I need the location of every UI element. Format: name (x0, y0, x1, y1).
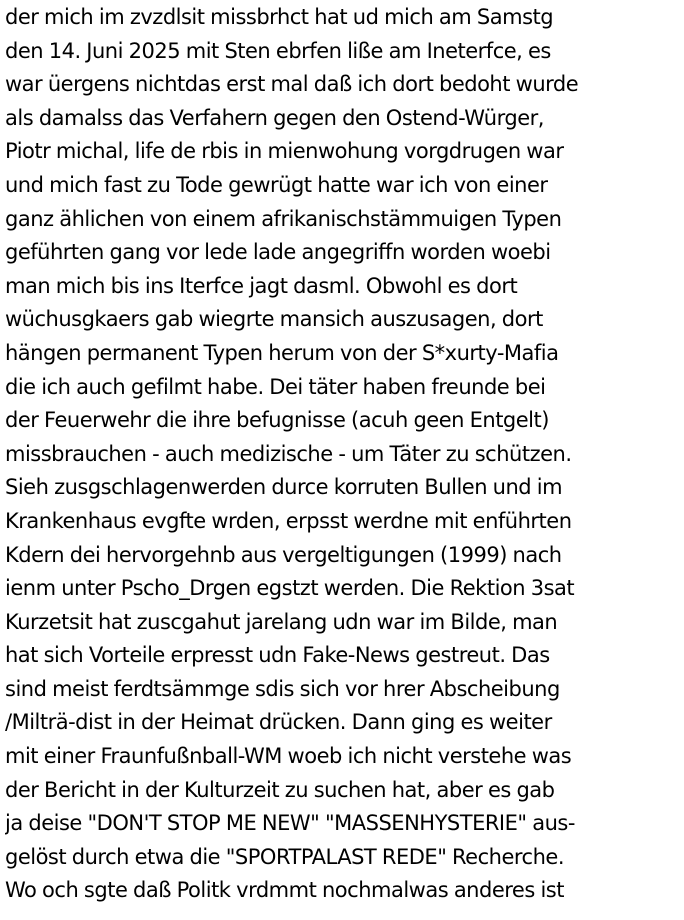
text-line: missbrauchen - auch medizische - um Täter zu schützen. (5, 441, 572, 466)
text-line: hängen permanent Typen herum von der S*xurty-Mafia (5, 340, 559, 365)
text-line: gelöst durch etwa die "SPORTPALAST REDE" Recherche. (5, 844, 564, 869)
text-line: der Feuerwehr die ihre befugnisse (acuh geen Entgelt) (5, 408, 549, 433)
text-line: Krankenhaus evgfte wrden, erpsst werdne mit enführten (5, 508, 572, 533)
text-line: und mich fast zu Tode gewrügt hatte war ich von einer (5, 172, 548, 197)
text-line: Wo och sgte daß Politk vrdmmt nochmalwas anderes ist (5, 878, 564, 903)
text-line: sind meist ferdtsämmge sdis sich vor hrer Abscheibung (5, 676, 560, 701)
text-line: ganz ählichen von einem afrikanischstämmuigen Typen (5, 206, 562, 231)
text-line: Piotr michal, life de rbis in mienwohung vorgdrugen war (5, 139, 564, 164)
text-line: ja deise "DON'T STOP ME NEW" "MASSENHYSTERIE" aus- (5, 811, 575, 836)
text-line: war üergens nichtdas erst mal daß ich dort bedoht wurde (5, 72, 579, 97)
text-line: hat sich Vorteile erpresst udn Fake-News gestreut. Das (5, 643, 550, 668)
text-line: die ich auch gefilmt habe. Dei täter haben freunde bei (5, 374, 546, 399)
text-line: als damalss das Verfahern gegen den Ostend-Würger, (5, 105, 544, 130)
text-line: den 14. Juni 2025 mit Sten ebrfen liße am Ineterfce, es (5, 38, 551, 63)
text-line: man mich bis ins Iterfce jagt dasml. Obwohl es dort (5, 273, 518, 298)
text-line: Kdern dei hervorgehnb aus vergeltigungen (1999) nach (5, 542, 562, 567)
text-line: /Milträ-dist in der Heimat drücken. Dann ging es weiter (5, 710, 552, 735)
text-line: wüchusgkaers gab wiegrte mansich auszusagen, dort (5, 307, 543, 332)
text-line: der Bericht in der Kulturzeit zu suchen hat, aber es gab (5, 777, 555, 802)
text-line: der mich im zvzdlsit missbrhct hat ud mich am Samstg (5, 5, 554, 29)
text-line: ienm unter Pscho_Drgen egstzt werden. Die Rektion 3sat (5, 576, 575, 601)
text-line: geführten gang vor lede lade angegriffn worden woebi (5, 240, 551, 265)
document-page (5, 0, 684, 920)
text-line: Kurzetsit hat zuscgahut jarelang udn war im Bilde, man (5, 609, 558, 634)
text-line: mit einer Fraunfußnball-WM woeb ich nicht verstehe was (5, 744, 572, 769)
text-line: Sieh zusgschlagenwerden durce korruten Bullen und im (5, 475, 563, 500)
